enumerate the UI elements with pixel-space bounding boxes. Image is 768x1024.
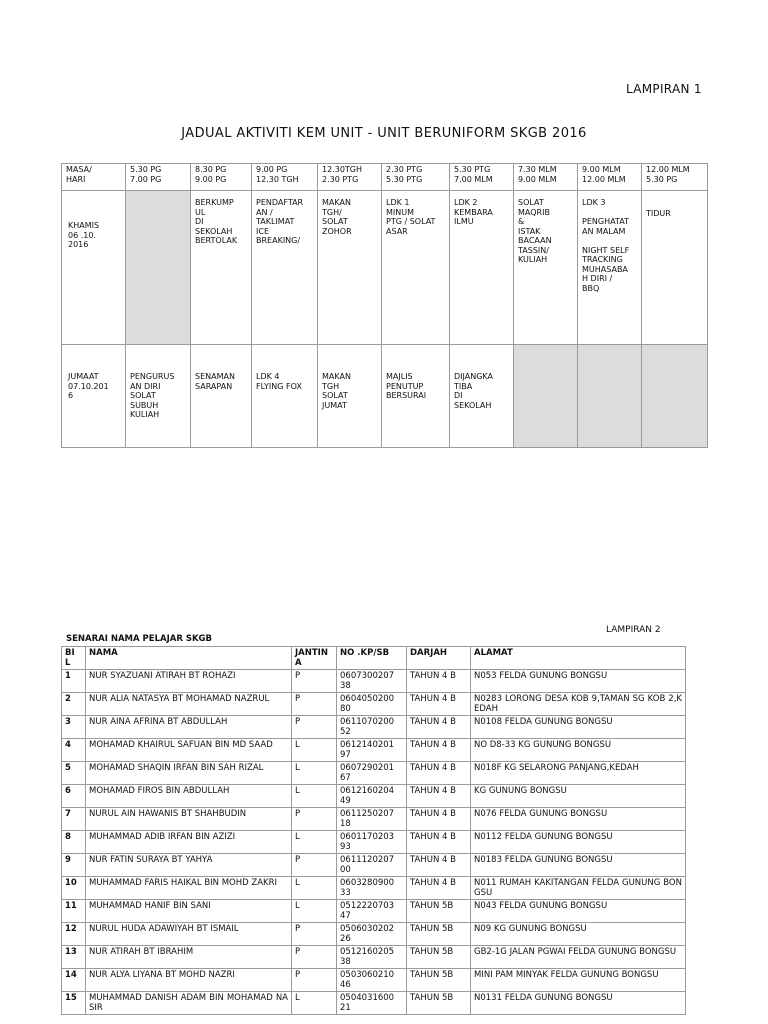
- kp-cell: 0503060210 46: [337, 969, 407, 992]
- alamat-cell: N011 RUMAH KAKITANGAN FELDA GUNUNG BONGSU: [471, 877, 686, 900]
- kp-cell: 0604050200 80: [337, 693, 407, 716]
- alamat-cell: N0183 FELDA GUNUNG BONGSU: [471, 854, 686, 877]
- table-row: [62, 946, 686, 969]
- jantina-cell: P: [292, 670, 337, 693]
- table-row: [62, 762, 686, 785]
- student-header-cell: NO .KP/SB: [337, 647, 407, 670]
- nama-cell: NUR SYAZUANI ATIRAH BT ROHAZI: [86, 670, 292, 693]
- darjah-cell: TAHUN 4 B: [407, 854, 471, 877]
- jantina-cell: P: [292, 946, 337, 969]
- bil-cell: 14: [62, 969, 86, 992]
- nama-cell: MOHAMAD SHAQIN IRFAN BIN SAH RIZAL: [86, 762, 292, 785]
- nama-cell: NUR AINA AFRINA BT ABDULLAH: [86, 716, 292, 739]
- alamat-cell: N043 FELDA GUNUNG BONGSU: [471, 900, 686, 923]
- table-row: [62, 969, 686, 992]
- nama-cell: MOHAMAD KHAIRUL SAFUAN BIN MD SAAD: [86, 739, 292, 762]
- schedule-cell: SENAMAN SARAPAN: [191, 345, 252, 448]
- alamat-cell: N0108 FELDA GUNUNG BONGSU: [471, 716, 686, 739]
- schedule-header-row: [62, 164, 708, 191]
- nama-cell: NUR FATIN SURAYA BT YAHYA: [86, 854, 292, 877]
- bil-cell: 7: [62, 808, 86, 831]
- student-header-cell: JANTIN A: [292, 647, 337, 670]
- jantina-cell: P: [292, 854, 337, 877]
- kp-cell: 0611070200 52: [337, 716, 407, 739]
- nama-cell: NURUL AIN HAWANIS BT SHAHBUDIN: [86, 808, 292, 831]
- nama-cell: MUHAMMAD HANIF BIN SANI: [86, 900, 292, 923]
- kp-cell: 0506030202 26: [337, 923, 407, 946]
- schedule-day-cell: KHAMIS 06 .10. 2016: [62, 191, 126, 345]
- student-header-row: [62, 647, 686, 670]
- schedule-header-cell: 7.30 MLM 9.00 MLM: [514, 164, 578, 191]
- kp-cell: 0607290201 67: [337, 762, 407, 785]
- bil-cell: 3: [62, 716, 86, 739]
- alamat-cell: N018F KG SELARONG PANJANG,KEDAH: [471, 762, 686, 785]
- bil-cell: 5: [62, 762, 86, 785]
- schedule-cell: MAJLIS PENUTUP BERSURAI: [382, 345, 450, 448]
- nama-cell: MUHAMMAD DANISH ADAM BIN MOHAMAD NASIR: [86, 992, 292, 1015]
- schedule-cell: DIJANGKA TIBA DI SEKOLAH: [450, 345, 514, 448]
- jantina-cell: P: [292, 923, 337, 946]
- darjah-cell: TAHUN 4 B: [407, 831, 471, 854]
- schedule-cell: LDK 2 KEMBARA ILMU: [450, 191, 514, 345]
- nama-cell: NUR ALIA NATASYA BT MOHAMAD NAZRUL: [86, 693, 292, 716]
- table-row: [62, 808, 686, 831]
- kp-cell: 0603280900 33: [337, 877, 407, 900]
- table-row: [62, 670, 686, 693]
- bil-cell: 13: [62, 946, 86, 969]
- schedule-cell-empty: [514, 345, 578, 448]
- lampiran-1-label: LAMPIRAN 1: [626, 82, 702, 96]
- schedule-cell: MAKAN TGH SOLAT JUMAT: [318, 345, 382, 448]
- alamat-cell: N09 KG GUNUNG BONGSU: [471, 923, 686, 946]
- schedule-header-cell: 2.30 PTG 5.30 PTG: [382, 164, 450, 191]
- alamat-cell: N076 FELDA GUNUNG BONGSU: [471, 808, 686, 831]
- table-row: [62, 831, 686, 854]
- alamat-cell: MINI PAM MINYAK FELDA GUNUNG BONGSU: [471, 969, 686, 992]
- nama-cell: MOHAMAD FIROS BIN ABDULLAH: [86, 785, 292, 808]
- student-header-cell: NAMA: [86, 647, 292, 670]
- jantina-cell: L: [292, 877, 337, 900]
- bil-cell: 10: [62, 877, 86, 900]
- darjah-cell: TAHUN 5B: [407, 900, 471, 923]
- schedule-header-cell: 12.30TGH 2.30 PTG: [318, 164, 382, 191]
- jantina-cell: P: [292, 808, 337, 831]
- schedule-cell-empty: [578, 345, 642, 448]
- schedule-cell: LDK 1 MINUM PTG / SOLAT ASAR: [382, 191, 450, 345]
- bil-cell: 8: [62, 831, 86, 854]
- table-row: [62, 992, 686, 1015]
- alamat-cell: N0283 LORONG DESA KOB 9,TAMAN SG KOB 2,KEDAH: [471, 693, 686, 716]
- schedule-cell: BERKUMP UL DI SEKOLAH BERTOLAK: [191, 191, 252, 345]
- bil-cell: 2: [62, 693, 86, 716]
- student-header-cell: ALAMAT: [471, 647, 686, 670]
- darjah-cell: TAHUN 4 B: [407, 877, 471, 900]
- table-row: [62, 923, 686, 946]
- alamat-cell: N0112 FELDA GUNUNG BONGSU: [471, 831, 686, 854]
- alamat-cell: KG GUNUNG BONGSU: [471, 785, 686, 808]
- schedule-cell: PENGURUS AN DIRI SOLAT SUBUH KULIAH: [126, 345, 191, 448]
- schedule-cell: LDK 4 FLYING FOX: [252, 345, 318, 448]
- darjah-cell: TAHUN 5B: [407, 923, 471, 946]
- table-row: [62, 785, 686, 808]
- bil-cell: 4: [62, 739, 86, 762]
- nama-cell: NUR ALYA LIYANA BT MOHD NAZRI: [86, 969, 292, 992]
- schedule-cell: PENDAFTAR AN / TAKLIMAT ICE BREAKING/: [252, 191, 318, 345]
- jantina-cell: L: [292, 831, 337, 854]
- table-row: [62, 854, 686, 877]
- alamat-cell: NO D8-33 KG GUNUNG BONGSU: [471, 739, 686, 762]
- nama-cell: MUHAMMAD ADIB IRFAN BIN AZIZI: [86, 831, 292, 854]
- nama-cell: NUR ATIRAH BT IBRAHIM: [86, 946, 292, 969]
- schedule-cell: TIDUR: [642, 191, 708, 345]
- nama-cell: MUHAMMAD FARIS HAIKAL BIN MOHD ZAKRI: [86, 877, 292, 900]
- jantina-cell: L: [292, 785, 337, 808]
- kp-cell: 0601170203 93: [337, 831, 407, 854]
- darjah-cell: TAHUN 5B: [407, 946, 471, 969]
- student-table: [61, 646, 686, 1015]
- bil-cell: 15: [62, 992, 86, 1015]
- lampiran-2-label: LAMPIRAN 2: [606, 625, 661, 635]
- kp-cell: 0611250207 18: [337, 808, 407, 831]
- kp-cell: 0612140201 97: [337, 739, 407, 762]
- schedule-header-cell: 5.30 PTG 7.00 MLM: [450, 164, 514, 191]
- darjah-cell: TAHUN 4 B: [407, 808, 471, 831]
- kp-cell: 0512160205 38: [337, 946, 407, 969]
- schedule-row-khamis: [62, 191, 708, 345]
- schedule-header-cell: 5.30 PG 7.00 PG: [126, 164, 191, 191]
- bil-cell: 9: [62, 854, 86, 877]
- schedule-cell-empty: [642, 345, 708, 448]
- schedule-header-cell: 12.00 MLM 5.30 PG: [642, 164, 708, 191]
- student-list-title: SENARAI NAMA PELAJAR SKGB: [66, 634, 212, 644]
- darjah-cell: TAHUN 4 B: [407, 762, 471, 785]
- kp-cell: 0512220703 47: [337, 900, 407, 923]
- alamat-cell: GB2-1G JALAN PGWAI FELDA GUNUNG BONGSU: [471, 946, 686, 969]
- darjah-cell: TAHUN 4 B: [407, 693, 471, 716]
- jantina-cell: P: [292, 693, 337, 716]
- bil-cell: 12: [62, 923, 86, 946]
- schedule-cell: SOLAT MAQRIB & ISTAK BACAAN TASSIN/ KULIAH: [514, 191, 578, 345]
- jantina-cell: L: [292, 762, 337, 785]
- student-header-cell: DARJAH: [407, 647, 471, 670]
- table-row: [62, 900, 686, 923]
- jantina-cell: L: [292, 739, 337, 762]
- alamat-cell: N053 FELDA GUNUNG BONGSU: [471, 670, 686, 693]
- bil-cell: 6: [62, 785, 86, 808]
- schedule-header-cell: 8.30 PG 9.00 PG: [191, 164, 252, 191]
- nama-cell: NURUL HUDA ADAWIYAH BT ISMAIL: [86, 923, 292, 946]
- table-row: [62, 877, 686, 900]
- jantina-cell: L: [292, 900, 337, 923]
- kp-cell: 0611120207 00: [337, 854, 407, 877]
- schedule-cell: MAKAN TGH/ SOLAT ZOHOR: [318, 191, 382, 345]
- darjah-cell: TAHUN 5B: [407, 969, 471, 992]
- kp-cell: 0612160204 49: [337, 785, 407, 808]
- kp-cell: 0607300207 38: [337, 670, 407, 693]
- schedule-table: [61, 163, 708, 448]
- schedule-day-cell: JUMAAT 07.10.201 6: [62, 345, 126, 448]
- jantina-cell: L: [292, 992, 337, 1015]
- alamat-cell: N0131 FELDA GUNUNG BONGSU: [471, 992, 686, 1015]
- darjah-cell: TAHUN 4 B: [407, 739, 471, 762]
- schedule-title: JADUAL AKTIVITI KEM UNIT - UNIT BERUNIFORM SKGB 2016: [181, 126, 587, 141]
- schedule-header-cell: 9.00 PG 12.30 TGH: [252, 164, 318, 191]
- schedule-row-jumaat: [62, 345, 708, 448]
- table-row: [62, 693, 686, 716]
- darjah-cell: TAHUN 4 B: [407, 785, 471, 808]
- darjah-cell: TAHUN 5B: [407, 992, 471, 1015]
- bil-cell: 1: [62, 670, 86, 693]
- table-row: [62, 716, 686, 739]
- jantina-cell: P: [292, 716, 337, 739]
- schedule-header-cell: 9.00 MLM 12.00 MLM: [578, 164, 642, 191]
- student-header-cell: BI L: [62, 647, 86, 670]
- schedule-cell-empty: [126, 191, 191, 345]
- darjah-cell: TAHUN 4 B: [407, 716, 471, 739]
- schedule-cell: LDK 3 PENGHATAT AN MALAM NIGHT SELF TRACKING MUHASABA H DIRI / BBQ: [578, 191, 642, 345]
- schedule-header-cell: MASA/ HARI: [62, 164, 126, 191]
- bil-cell: 11: [62, 900, 86, 923]
- table-row: [62, 739, 686, 762]
- jantina-cell: P: [292, 969, 337, 992]
- kp-cell: 0504031600 21: [337, 992, 407, 1015]
- darjah-cell: TAHUN 4 B: [407, 670, 471, 693]
